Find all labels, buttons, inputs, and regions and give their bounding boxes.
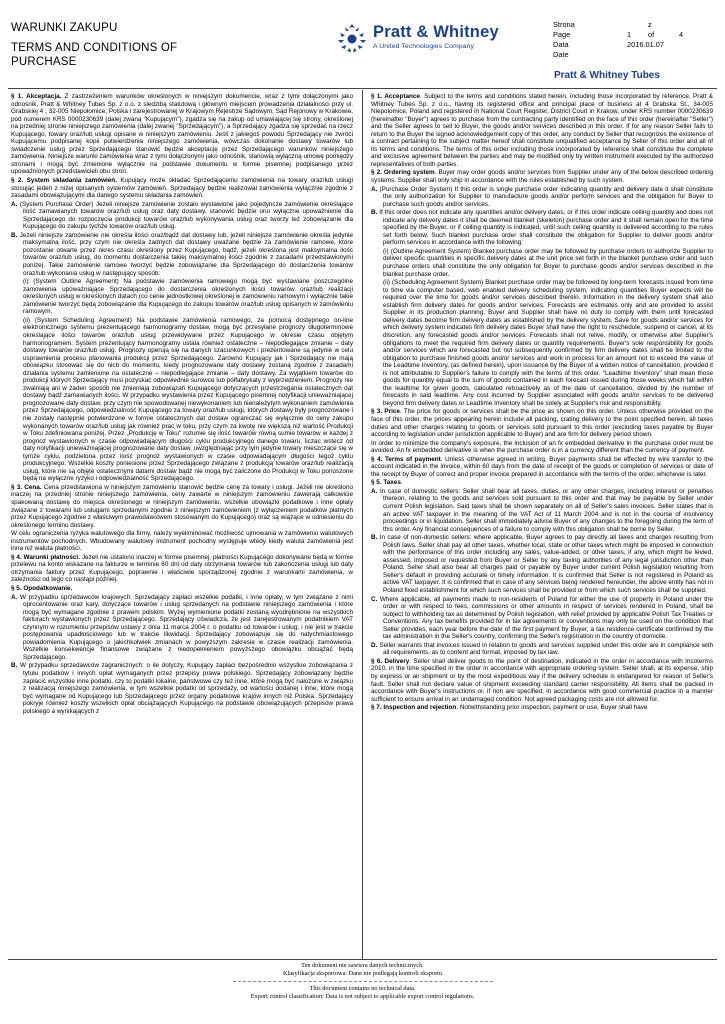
clause-text: In order to minimize the company's exposure, the inclusion of an fx embedded derivative in the purchase order must be avoided. An fx embedded derivative is when the purchase order is in a currency different than the currency of payment.	[371, 439, 713, 455]
footer-en-line1: This document contains no technical data.	[309, 985, 416, 992]
clause-paragraph	[11, 530, 353, 553]
page-total: 4	[679, 30, 684, 39]
clause-paragraph	[11, 594, 353, 662]
clause-heading: A.	[11, 200, 18, 208]
clause-heading: § 4. Warunki płatności.	[11, 553, 80, 561]
clause-paragraph	[371, 642, 713, 657]
clause-text: W przypadku sprzedawców zagranicznych: o ile dotyczy, Kupujący zapłaci bezpośrednio wszystkie zobowiązania z tytułu podatków i innych opłat wymaganych przez przepisy prawa polskiego. Sprzedający zobowiązany będzie zapłacić wszystkie inne podatki, czy to podatki lokalne, państwowe czy też inne, które mogą być nałożone w związku z realizacją niniejszego zamówienia, w tym wszelkie podatki od sprzedaży, od wartości dodanej i inne, które mogą być wymagane od Kupującego lub Sprzedającego przez organy podatkowe krajów innych niż Polska. Sprzedający pokryje również koszty wszelkich opłat obciążających Kupującego na podstawie obowiązujących przepisów prawa polskiego a wynikających z	[17, 662, 353, 715]
footer-divider	[8, 959, 717, 960]
clause-heading: § 5. Taxes	[371, 479, 401, 487]
clause-paragraph	[371, 658, 713, 703]
subbrand-name: Pratt & Whitney Tubes	[554, 70, 660, 81]
footer-english	[0, 985, 725, 1001]
clause-paragraph	[11, 554, 353, 584]
clause-paragraph	[11, 201, 353, 231]
clause-paragraph	[11, 484, 353, 529]
clause-heading: § 1. Akceptacja.	[11, 93, 62, 100]
clause-text: Jeżeli nie ustalono inaczej w formie pisemnej, płatności Kupującego dokonywane będą w formie przelewu na konto wskazane na fakturze w terminie 60 dni od daty otrzymania towarów lub zakończenia usługi lub daty otrzymania faktury przez Kupującego, poprawnie i właściwie sporządzonej zgodnie z warunkami zamówienia, w zależności od tego co nastąpi później.	[11, 553, 353, 584]
clause-heading: § 4. Terms of payment	[371, 455, 441, 463]
clause-heading: § 3. Price	[371, 408, 400, 416]
clause-heading: A.	[11, 593, 18, 601]
clause-paragraph	[371, 169, 713, 184]
clause-paragraph	[11, 278, 353, 316]
clause-heading: B.	[371, 534, 378, 542]
clause-text: Cena przedstawiona w niniejszym zamówieniu stanowić będzie cenę za towary i usługi. Jeżeli nie określono inaczej na przedniej stronie niniejszego zamówienia, ceny zawarte w niniejszym zamówieniu zawierają całkowicie spakowaną dostawę do miejsca określonego w niniejszym zamówieniu, wszelkie obowiązki podatkowe i inne opłaty związane z towarami lub usługami sprzedanymi zgodnie z niniejszym zamówieniem (z wyłączeniem podatków płatnych przez Kupującego zgodnie z właściwym prawodawstwem stosowanym do Kupującego) oraz są wiążące w odniesieniu do określonego terminu dostawy.	[11, 483, 353, 529]
clause-text: . Subject to the terms and conditions stated herein, including those incorporated by reference, Pratt & Whitney Tubes Sp. z o.o., having its registered office and principal place of business at 4 Grabska St., 34-005 Niepolomice, Poland and registered in National Court Register, District Court in Krakow, under KRS number 0000230639 (hereinafter "Buyer") agrees to purchase from the contracting party identified on the face of this order (hereinafter "Seller") and the Seller agrees to sell to Buyer, the goods and/or services described in this order. If for any reason Seller fails to return to the Buyer the signed acknowledgement copy of this order, any conduct by Seller that recognizes the existence of a contract pertaining to the subject matter hereof shall constitute unqualified acceptance by Seller of this order and all of its terms and conditions. The terms of this order including those incorporated by reference shall constitute the complete and exclusive agreement between the parties and may be modified only by written instrument executed by the authorized representatives of both parties.	[371, 93, 713, 168]
footer-pl-line1: Ten dokument nie zawiera danych technicznych.	[301, 962, 424, 969]
clause-text: In case of non-domestic sellers: where applicable, Buyer agrees to pay directly all taxes and charges resulting from Polish laws. Seller shall pay all other taxes, whether local, state or other taxes which might be imposed in connection with the performance of this order including any sales, value-added, or other taxes, if any, which might be levied, assessed, imposed or requested from Buyer or Seller by any taxing authorities of any legal jurisdiction other than Poland. Seller shall also bear all charges paid or payable by Buyer under current Polish legislation resulting from Seller's default in providing accurate or timely information. It is confirmed that Seller is not registered in Poland as active VAT taxpayer. It is confirmed that in case of any services being rendered hereunder, the above entity has not in Poland fixed establishment for which such services shall be provided or from which such services shall be supplied.	[377, 534, 713, 594]
clause-paragraph	[371, 279, 713, 407]
title-english: TERMS AND CONDITIONS OF PURCHASE	[11, 42, 178, 68]
page-of-label: of	[648, 30, 655, 39]
strona-label: Strona	[553, 20, 575, 29]
clause-paragraph	[371, 408, 713, 438]
clause-text: (i) (Outline Agreement System) Blanket purchase order may be followed by purchase orders to authorize Supplier to deliver specific quantities in specific delivery dates at the unit price set forth in the blanket purchase order and such purchase orders shall constitute the only obligation for Buyer to purchase goods and/or services described in the blanket purchase order.	[383, 247, 713, 278]
clause-paragraph	[11, 585, 353, 593]
clause-text: W przypadku sprzedawców krajowych: Sprzedający zapłaci wszelkie podatki, i inne opłaty, w tym związane z nimi oprocentowanie oraz kary, dotyczące towarów i usług sprzedanych na podstawie niniejszego zamówienia i które mogą być wymagane zgodnie z prawem polskim. Wyżej wymienione podatki zostaną wyodrębnione na wszystkich fakturach wystawionych przez Sprzedającego. Sprzedający oświadcza, że jest zarejestrowanym podatnikiem VAT czynnym w rozumieniu przepisów ustawy z dnia 11 marca 2004 r. o podatku od towarów i usług, i nie jest w trakcie postępowania upadłościowego lub w trakcie likwidacji. Sprzedający zobowiązuje się do natychmiastowego powiadomienia Kupującego o jakichkolwiek zmianach w powyższym zakresie w czasie realizacji zamówienia. Wszelkie konsekwencje finansowe związane z niedopełnieniem powyższego obowiązku obciążać będą Sprzedającego.	[17, 593, 353, 661]
clause-paragraph	[371, 704, 713, 712]
clause-text: W celu ograniczenia ryzyka walutowego dla firmy, należy wyeliminować możliwość ujmowania w zamówieniu walutowych instrumentów pochodnych. Wbudowany walutowy instrument pochodny występuje wtedy kiedy waluta zamówienia jest inna niż waluta płatności.	[11, 530, 353, 553]
document-meta	[553, 20, 718, 60]
clause-paragraph	[371, 186, 713, 209]
footer-pl-line2: Klasyfikacja eksportowa: Dane nie podlegają kontroli eksportu	[282, 970, 443, 977]
date-label: Date	[553, 50, 569, 59]
clause-text: Where applicable, all payments made to non-residents of Poland for either the use of property in Poland under the order or with respect to fees, commissions or other amounts in respect of services rendered in Poland, shall be subject to withholding tax as determined by Polish legislation, with relief provided by applicable Polish Tax Treaties or Conventions. Any tax benefits provided for in tax agreements or conventions may only be used on the condition that Seller provides, each year before the date of the first payment by Buyer, a tax residence certificate confirmed by the tax administration in the Seller's country, confirming the Seller's registration in the country of domicile.	[377, 595, 713, 641]
english-terms-column	[371, 93, 713, 957]
date-value: 2016.01.07	[627, 40, 664, 49]
clause-heading: § 7. Inspection and rejection	[371, 704, 457, 712]
clause-heading: § 2. System składania zamówień.	[11, 177, 117, 185]
clause-text: . Unless otherwise agreed in writing, Buyer payments shall be effected by wire transfer to the account indicated in the invoice, within 60 days from the date of receipt of the goods or completion of services or date of the receipt by Buyer of correct and proper invoice prepared in accordance with the terms of the order, whichever is later.	[371, 455, 713, 478]
clause-paragraph	[371, 456, 713, 479]
clause-paragraph	[11, 232, 353, 277]
page-z-label: z	[648, 20, 652, 29]
column-divider	[362, 90, 363, 959]
clause-heading: § 6. Delivery	[371, 657, 410, 665]
company-logo	[335, 22, 499, 56]
clause-paragraph	[11, 317, 353, 483]
clause-paragraph	[371, 534, 713, 594]
clause-heading: C.	[371, 595, 378, 603]
footer-en-line2: Export control classification: Data is not subject to applicable export control regulations.	[250, 993, 475, 1000]
clause-paragraph	[11, 93, 353, 176]
clause-text: (ii) (System Scheduling Agreement) Na podstawie zamówienia ramowego, za pomocą dostępnego on-line elektronicznego systemu prezentującego harmonogramy dostaw, mogą być przesyłane prognozy długoterminowe określające ilości towarów oraz/lub usług przewidywane przez Kupującego w okresie czasu objętym harmonogramem. System prezentujący harmonogramy ustala również ostateczne – niepodlegające zmianie – daty dostawy towarów oraz/lub usług. Prognozy operują się na danych szacunkowych i prezentowane są jedynie w celu usprawnienia procesu planowania produkcji przez Sprzedającego. Zarówno Kupujący jak i Sprzedający nie mają obowiązku stosować się do nich do momentu, kiedy prognozowane daty dostawy zostaną zgodnie z zasadami działania systemu zamienione na ostateczne – niepodlegające zmianie – daty dostawy. Za wyjątkiem towarów do produkcji których Sprzedający musi pozyskać odpowiednie surowce lub półfabrykaty z wyprzedzeniem. Prognozy nie zwalniają ani w żaden sposób nie zmieniają zobowiązań Kupującego dotyczących przestrzegania ostatecznych dat dostawy bądź zamawianych ilości. W przypadku wystawienia przez Kupującego pisemnej notyfikacji unieważniającej prognozowane daty dostaw, przy czym nie spowodowanej niewykonaniem lub nienależytym wykonaniem zamówienia przez Sprzedającego, odpowiedzialność Kupującego za towary oraz/lub usługi, których dostawy były prognozowane i nie zostały następnie potwierdzone w formie ostatecznych dat dostaw ograniczać się wyłącznie do ceny zakupu wykonanych towarów oraz/lub usług jak również prac w toku, przy czym za kwotę nie większą niż wartość Produkcji w Toku zdefiniowana poniżej. Przez „Produkcję w Toku" rozumie się ilość towarów równą sumie towarów w każdej z prognoz wystawionych w czasie odpowiadającym długości cyklu produkcyjnego danego towaru, liczac wstecz od daty notyfikacji unieważniającej prognozowane daty dostaw, uwzględniając przy tym jedynie towary mieszczące się w tymże cyklu, podzielona przez ilość prognoz wystawionych w czasie odpowiadającym długości tegoż cyklu produkcyjnego. Wszelkie koszty poniesione przez Sprzedającego związane z produkcją towarów oraz/lub realizacją usług, które nie są objęte ostatecznymi datami dostaw bądź nie mogą być zaliczone do Produkcji w Toku ponoszone będą na wyłączne ryzyko i odpowiedzialność Sprzedającego.	[23, 316, 353, 483]
footer-polish	[0, 962, 725, 978]
clause-text: .	[400, 479, 403, 487]
clause-text: . The price for goods or services shall be the price as shown on this order. Unless otherwise provided on the face of this order, the prices appearing herein include all packing, crating delivery to the point specified herein, all taxes duties and other charges relating to goods or services sold pursuant to this order (excluding taxes payable by Buyer according to legislation under jurisdiction applicable to Buyer) and are firm for delivery period shown.	[371, 408, 713, 439]
clause-paragraph	[371, 596, 713, 641]
clause-heading: B.	[11, 231, 18, 239]
clause-paragraph	[371, 440, 713, 455]
clause-heading: § 1. Acceptance	[371, 93, 420, 100]
clause-paragraph	[371, 248, 713, 278]
clause-heading: A.	[371, 185, 378, 193]
clause-paragraph	[371, 479, 713, 487]
clause-text: Kupujący może składać Sprzedającemu zamówienia na towary oraz/lub usługi stosując jeden z niżej opisanych systemów zamówień. Sprzedający będzie realizował zamówienia wyłącznie zgodnie z zasadami obowiązującymi dla danego systemu składania zamówień.	[11, 177, 353, 200]
clause-heading: B.	[11, 662, 18, 670]
header-divider	[8, 88, 717, 89]
clause-text: . Notwithstanding prior inspection, payment or use, Buyer shall have	[456, 704, 648, 712]
clause-paragraph	[11, 177, 353, 200]
clause-text: (Purchase Order System) If this order is single purchase order indicating quantity and delivery date it shall constitute the only authorization for Supplier to manufacture goods and/or perform services and the obligation for Buyer to purchase such goods and/or services.	[377, 185, 713, 208]
clause-text: Z zastrzeżeniem warunków określonych w niniejszym dokumencie, wraz z tymi dołączonymi jako odnośnik, Pratt & Whitney Tubes Sp. z o.o. z siedzibą statutową i głównym miejscem prowadzenia działalności przy ul. Grabskiej 4 , 32-005 Niepołomice, Polska i zarejestrowanej w Krajowym Rejestrze Sądowym, Sąd Rejonowy w Krakowie, pod numerem KRS 0000230639 (dalej zwaną "Kupującym"), zgadza się na zakup od umawiającej się strony, określonej na przedniej stronie niniejszego zamówienia (dalej zwanej "Sprzedającym"), a Sprzedający zgadza się sprzedać na rzecz Kupującego, towary oraz/lub usługi opisane w niniejszym zamówieniu. Jeśli z jakiegoś powodu Sprzedający nie zwróci Kupującemu podpisanej kopii potwierdzenia niniejszego zamówienia, wówczas dokonanie dostawy towarów lub świadczenie usług przez Sprzedającego stanowić będzie akceptację przez Sprzedającego warunków niniejszego zamówienia. Niniejsze warunki zamówienia wraz z tymi dołączonymi jako odnośnik, stanowią wyłączną umowę pomiędzy stronami i mogą być zmienione wyłącznie na podstawie dokumentu w formie pisemnej podpisanego przez upoważnionych przedstawicieli obu stron.	[11, 93, 353, 176]
clause-heading: B.	[371, 209, 378, 217]
clause-heading: A.	[371, 487, 378, 495]
clause-text: . Buyer may order goods and/or services from Supplier under any of the below described ordering systems. Supplier shall only ship in accordance with the rules established by such system.	[371, 169, 713, 185]
clause-heading: § 3. Cena.	[11, 483, 42, 491]
page-label: Page	[553, 30, 571, 39]
logo-wordmark: Pratt & Whitney	[373, 23, 499, 41]
clause-paragraph	[371, 488, 713, 533]
clause-text: Jeżeli niniejsze zamówienie nie określa ilości oraz/bądź dat dostawy lub, jeżeli niniejsze zamówienie określa jedynie maksymalną ilość, przy czym nie określa żadnych dat dostawy uważane będzie za zamówienie ramowe, które pozostanie otwarte przez okres czasu określony przez Kupującego, bądź, jeżeli określona jest maksymalna ilość towarów oraz/lub usług, do momentu dostarczenia takiej maksymalnej ilości zgodnie z zasadami przedstawionymi poniżej. Takie zamówienie ramowe tworzyć będzie zobowiązanie dla Sprzedającego do dostarczenia towarów oraz/lub wykonania usług w następujący sposób:	[17, 231, 353, 277]
clause-heading: D.	[371, 641, 378, 649]
clause-heading: § 5. Opodatkowanie.	[11, 585, 73, 592]
data-label: Data	[553, 40, 569, 49]
polish-terms-column	[11, 93, 353, 957]
title-polish: WARUNKI ZAKUPU	[11, 22, 118, 34]
clause-heading: § 2. Ordering system	[371, 169, 435, 177]
clause-text: (i) (System Outline Agreement) Na podstawie zamówienia ramowego mogą być wystawiane poszczególne zamówienia upoważniające Sprzedającego do dostarczenia określonych ilości towarów oraz/lub realizacji określonych usług w określonych datach (co cenie jednostkowej określonej w zamówieniu ramowym i wyłącznie takie zamówienie tworzyć będą zobowiązanie dla Kupującego do zakupu towarów oraz/lub usług opisanych w zamówieniu ramowym.	[23, 278, 353, 316]
clause-text: Seller warrants that invoices issued in relation to goods and services supplied under this order are in compliance with all requirements, as to content and format, imposed by tax law.	[377, 641, 713, 657]
clause-text: (System Purchase Order) Jeżeli niniejsze zamówienie zostało wystawione jako pojedyncze zamówienie określające ilość zamawianych towarów oraz/lub usług oraz daty dostawy, stanowić będzie ono wyłączne upoważnienie dla Sprzedającego do rozpoczęcia produkcji towarów oraz/lub wykonywania usług oraz tworzy też zobowiązanie dla Kupującego do zakupu tychże towarów oraz/lub usług.	[17, 200, 353, 231]
clause-paragraph	[371, 209, 713, 247]
document-header	[0, 0, 725, 84]
clause-text: In case of domestic sellers: Seller shall bear all taxes, duties, or any other charges, including interest or penalties thereon, relating to the goods and services sold pursuant to this order and that may be payable by Seller under current Polish legislation. Said taxes shall be shown separately on all of Seller's sales invoices. Seller states that is an active VAT taxpayer in the meaning of the VAT Act of 11 March 2004 and is not in the course of insolvency proceedings or in liquidation. Seller shall immediately advise Buyer of any changes to the foregoing during the term of this order. Any financial consequences of a failure to comply with this obligation shall be borne by Seller.	[377, 487, 713, 533]
page-current: 1	[627, 30, 632, 39]
logo-tagline: A United Technologies Company	[373, 43, 475, 50]
clause-text: (ii) (Scheduling Agreement System) Blanket purchase order may be followed by long-term forecasts issued from time to time via computer based, web enabled delivery scheduling system, indicating quantities Buyer expects will be required over the time for goods and/or services described therein. Information in the delivery system shall also establish firm delivery dates for goods and/or services. Forecasts are estimates only and are provided to assist Supplier in its production planning. Buyer and Supplier shall have no duty to comply with them until forecasted delivery dates become firm delivery dates as established by the delivery system. Save for goods and/or services for which delivery system indicates firm delivery dates Buyer shall have the right to reschedule, suspend or cancel, at its discretion, any forecasted goods and/or services. Forecasts shall not relive, modify, or otherwise alter Supplier's obligations to meet the required firm delivery dates or quantity requirements. Buyer's sole responsibility for goods and/or services which are forecasted but not subsequently confirmed by firm delivery dates shall be limited to the obligation to purchase finished goods and/or services and work in process for an amount not to exceed the value of the Leadtime Inventory, (as defined herein), upon issuance by the Buyer of a written notice of cancellation, provided it is not attributable to Supplier's failure to comply with the terms of this order. "Leadtime Inventory" shall mean those goods for quantity equal to the sum of goods contained in each forecast issued during those weeks which fall within the leadtime for given goods, calculated retroactively as of the date of cancellation, divided by the number of forecasts in said leadtime. Any cost incurred by Supplier associated with goods and/or services to be delivered beyond firm delivery dates or Leadtime Inventory shall be solely at Supplier's risk and responsibility.	[383, 279, 713, 407]
clause-text: . Seller shall deliver goods to the point of destination, indicated in the order in accordance with Incoterms 2010, in the time specified in the order in accordance with appropriate ordering system. Seller shall, at its expense, ship by express or air shipment or by the most expeditious way if the delivery schedule is endangered for reason of Seller's fault. Seller shall not declare value of shipment exceeding standard carrier responsibility. All items shall be packed in accordance with Buyer's instructions or, if non are specified, in accordance with good commercial practice in a manner sufficient to ensure arrival in an undamaged condition. Not agreed packaging costs are not allowed for.	[371, 657, 713, 703]
clause-text: If this order does not indicate any quantities and/or delivery dates, or if this order indicate ceiling quantity and does not indicate any delivery dates it shall be deemed blanket (skeleton) purchase order and it shall remain open for the time specified by the Buyer, or if ceiling quantity is indicated, until such ceiling quantity is delivered according to the rules set forth below. Such blanket purchase order shall constitute the obligation for Supplier to deliver goods and/or perform services in accordance with the following:	[377, 209, 713, 247]
clause-paragraph	[371, 93, 713, 168]
footer-dashed-divider	[233, 981, 493, 982]
eagle-logo-icon	[335, 22, 369, 56]
clause-paragraph	[11, 662, 353, 715]
